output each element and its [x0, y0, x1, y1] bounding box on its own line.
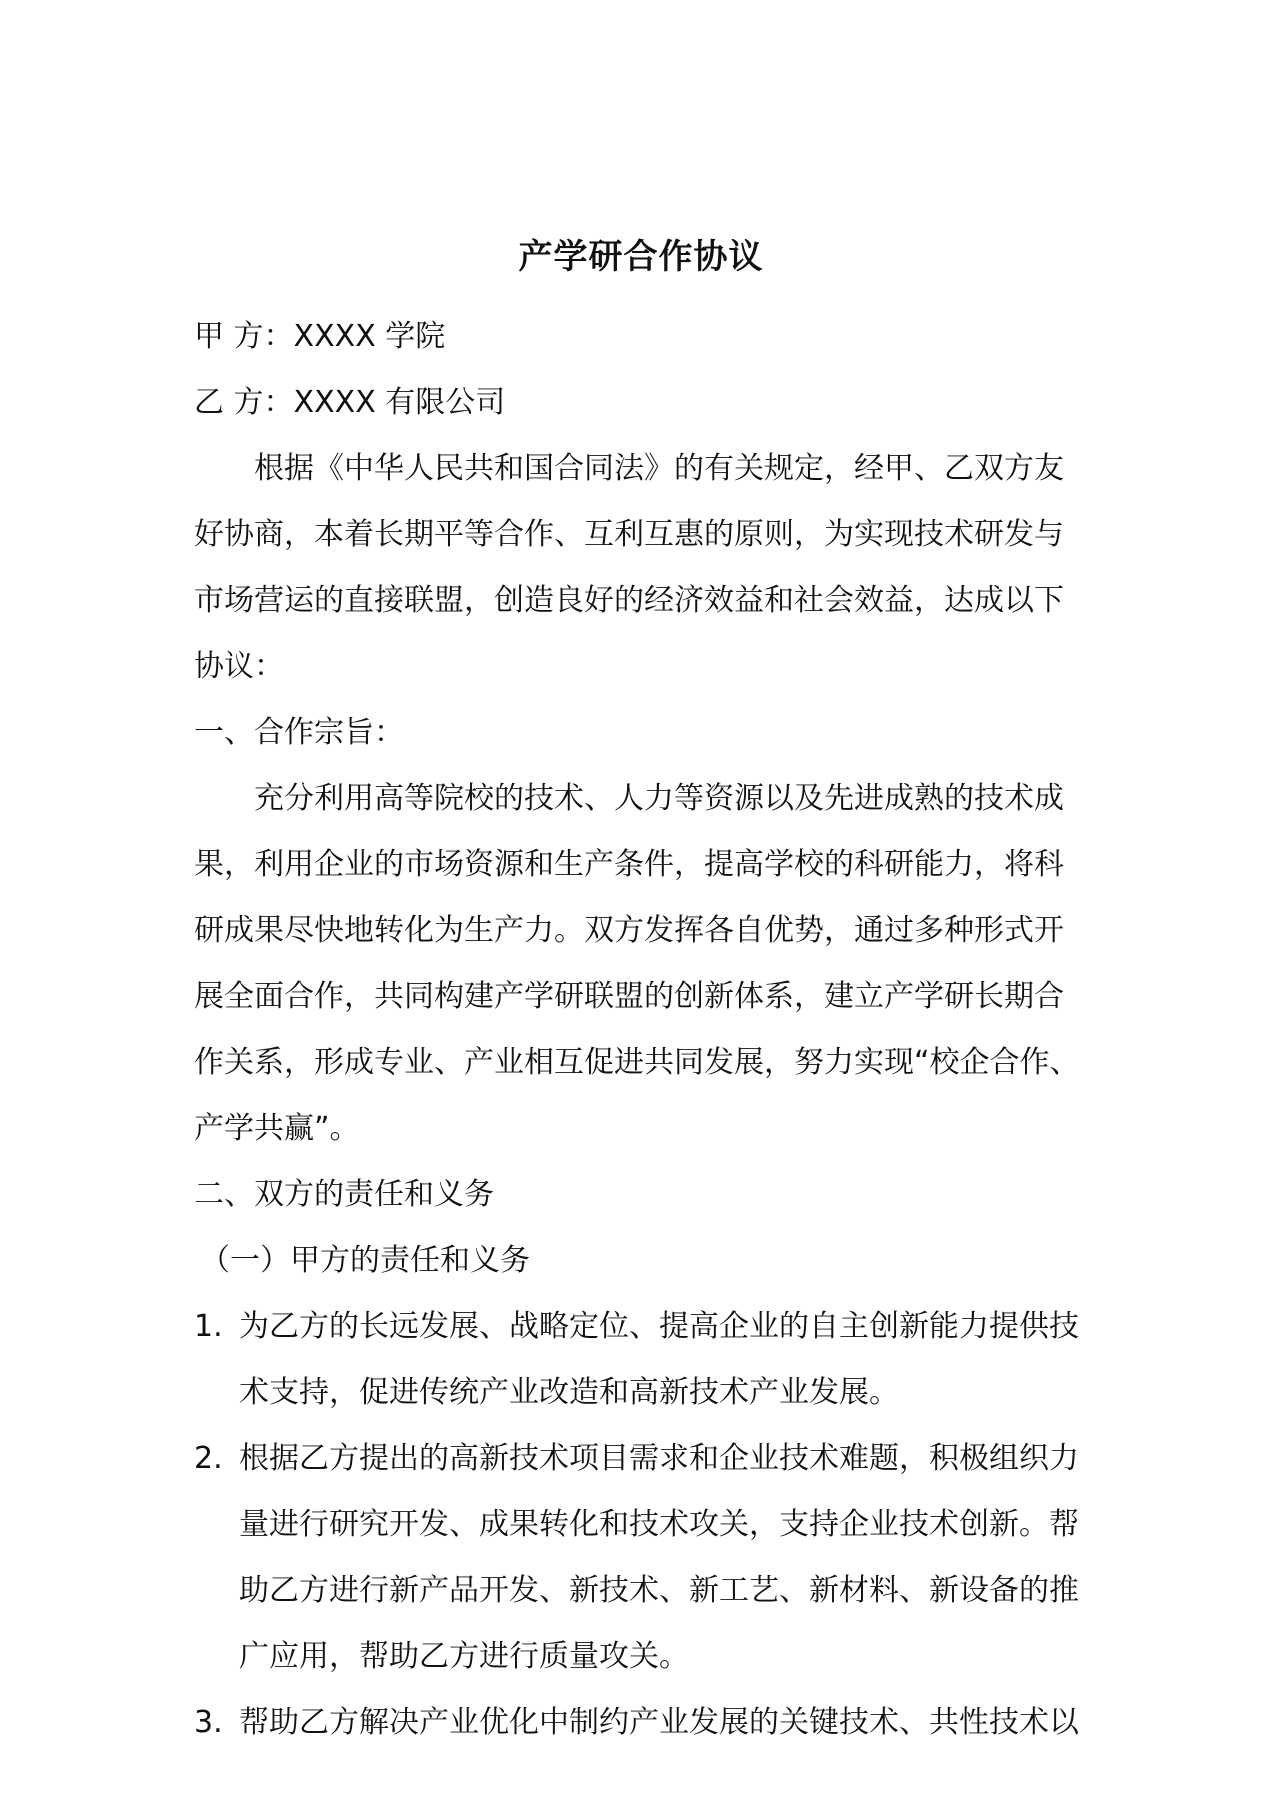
list-item: [194, 1294, 1088, 1426]
list-item-text: 帮助乙方解决产业优化中制约产业发展的关键技术、共性技术以: [239, 1705, 1079, 1740]
section-2-heading: 二、双方的责任和义务: [194, 1177, 494, 1212]
party-a-value: XXXX 学院: [293, 319, 446, 354]
party-a-label: 甲 方：: [194, 319, 294, 354]
party-a-line: [194, 304, 1088, 370]
party-b-line: [194, 370, 1088, 436]
list-item-number: 3.: [194, 1705, 223, 1740]
intro-paragraph: 根据《中华人民共和国合同法》的有关规定，经甲、乙双方友好协商，本着长期平等合作、互利互惠的原则，为实现技术研发与市场营运的直接联盟，创造良好的经济效益和社会效益，达成以下协议：: [194, 451, 1064, 684]
document-title: 产学研合作协议: [518, 237, 764, 277]
list-item-text: 根据乙方提出的高新技术项目需求和企业技术难题，积极组织力量进行研究开发、成果转化和技术攻关，支持企业技术创新。帮助乙方进行新产品开发、新技术、新工艺、新材料、新设备的推广应用，帮助乙方进行质量攻关。: [239, 1441, 1079, 1674]
list-item-number: 2.: [194, 1441, 223, 1476]
section-2-subheading: （一）甲方的责任和义务: [200, 1243, 530, 1278]
list-item: [194, 1426, 1088, 1690]
list-item: [194, 1690, 1088, 1756]
party-b-label: 乙 方：: [194, 385, 294, 420]
list-item-text: 为乙方的长远发展、战略定位、提高企业的自主创新能力提供技术支持，促进传统产业改造和高新技术产业发展。: [239, 1309, 1079, 1410]
party-b-value: XXXX 有限公司: [293, 385, 506, 420]
document-body: [194, 234, 1088, 1756]
list-item-number: 1.: [194, 1309, 223, 1344]
section-1-heading: 一、合作宗旨：: [194, 715, 404, 750]
section-1-paragraph: 充分利用高等院校的技术、人力等资源以及先进成熟的技术成果，利用企业的市场资源和生产条件，提高学校的科研能力，将科研成果尽快地转化为生产力。双方发挥各自优势，通过多种形式开展全面合作，共同构建产学研联盟的创新体系，建立产学研长期合作关系，形成专业、产业相互促进共同发展，努力实现“校企合作、产学共赢”。: [194, 781, 1080, 1146]
